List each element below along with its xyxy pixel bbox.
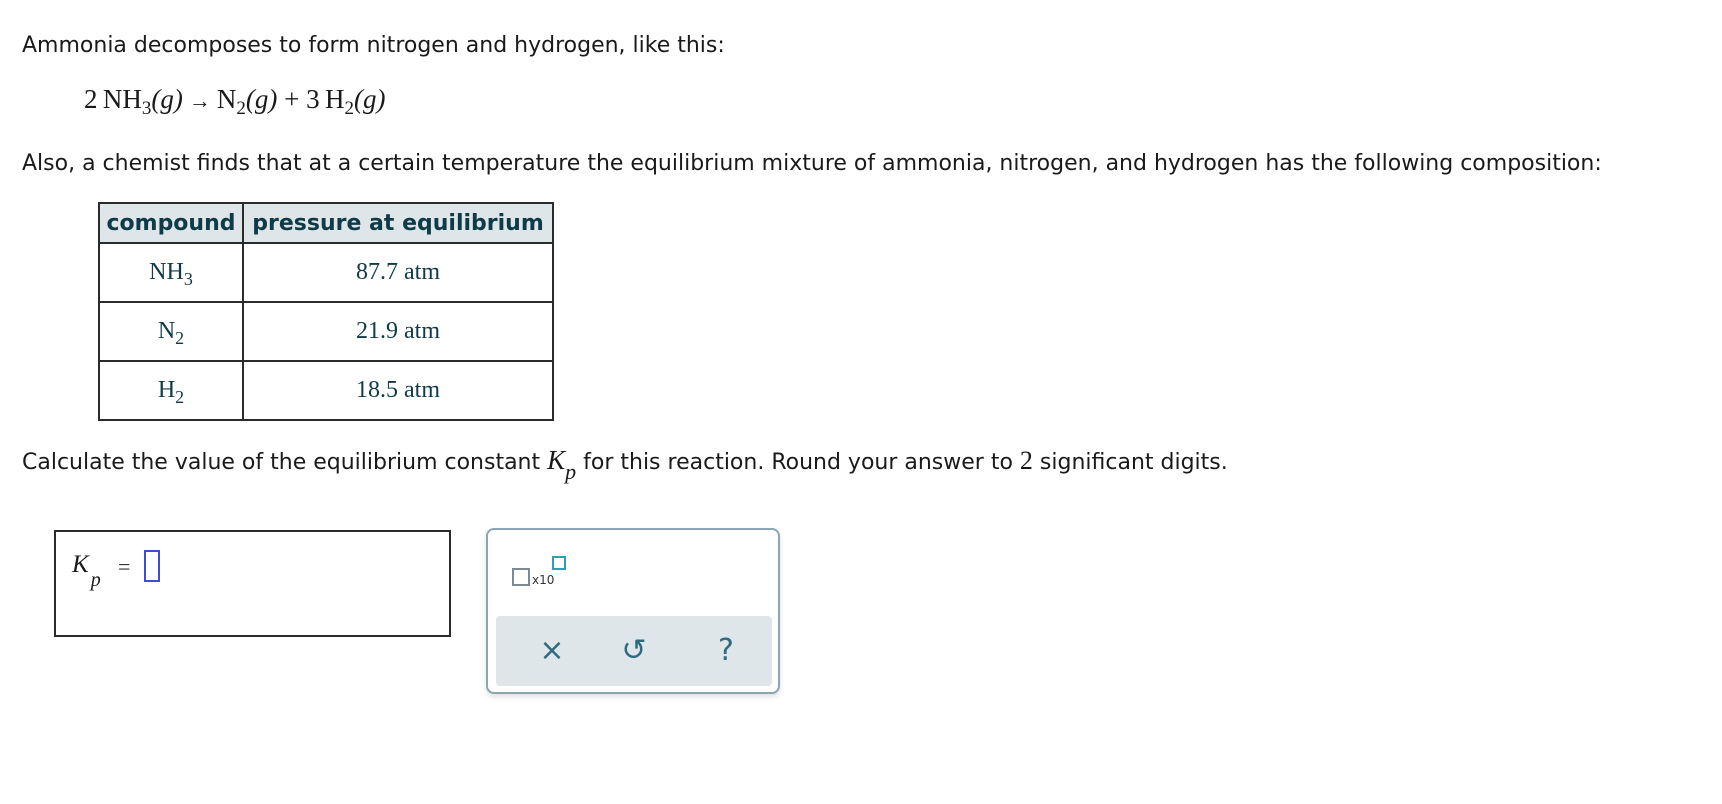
equals-sign: = (118, 554, 131, 579)
species-2-state: (g) (245, 84, 278, 114)
plus-sign: + (284, 84, 300, 114)
reaction-equation (84, 84, 386, 119)
help-button[interactable] (704, 630, 748, 672)
base-box-icon (512, 568, 530, 586)
compound-cell (99, 361, 243, 420)
species-2-sub: 2 (236, 98, 246, 119)
table-row (99, 302, 553, 361)
answer-k-letter: K (72, 551, 89, 578)
answer-kp-label (72, 551, 101, 591)
exponent-box-icon (552, 556, 566, 570)
compound-cell (99, 243, 243, 302)
compound-formula: H (157, 377, 176, 403)
question-part-1: Calculate the value of the equilibrium constant (22, 450, 548, 475)
header-pressure: pressure at equilibrium (243, 203, 553, 243)
species-1-state: (g) (151, 84, 183, 114)
compound-cell (99, 302, 243, 361)
k-subscript: p (565, 459, 577, 484)
question-part-3: significant digits. (1032, 450, 1228, 475)
clear-button[interactable] (530, 630, 574, 672)
compound-subscript: 3 (183, 269, 193, 289)
compound-formula: N (157, 318, 176, 344)
species-1-sub: 3 (141, 98, 152, 119)
k-letter: K (547, 445, 566, 475)
table-header-row (99, 203, 553, 243)
species-2: N (216, 84, 237, 114)
table-row (99, 243, 553, 302)
species-3-state: (g) (354, 84, 386, 114)
compound-formula: NH (149, 259, 184, 285)
species-3-sub: 2 (344, 98, 355, 119)
scientific-notation-button[interactable] (512, 556, 572, 596)
compound-subscript: 2 (175, 328, 185, 348)
question-part-2: for this reaction. Round your answer to (576, 450, 1020, 475)
species-1: NH (102, 84, 142, 114)
pressure-cell: 21.9 atm (243, 302, 553, 361)
answer-k-subscript: p (90, 569, 101, 591)
pressure-cell: 87.7 atm (243, 243, 553, 302)
undo-button[interactable] (612, 630, 656, 672)
pressure-cell: 18.5 atm (243, 361, 553, 420)
intro-text: Ammonia decomposes to form nitrogen and hydrogen, like this: (22, 33, 725, 58)
kp-symbol (547, 445, 577, 484)
coef-3: 3 (306, 84, 320, 114)
answer-input[interactable] (144, 550, 160, 582)
question-mark-icon: ? (718, 633, 734, 668)
undo-icon: ↺ (621, 633, 647, 668)
equilibrium-table (98, 202, 554, 421)
question-text (22, 445, 1228, 484)
species-3: H (325, 84, 345, 114)
sig-digits-number: 2 (1019, 446, 1033, 475)
table-row (99, 361, 553, 420)
math-tool-panel (486, 528, 780, 694)
x10-label: x10 (532, 573, 555, 587)
answer-box (54, 530, 451, 637)
header-compound: compound (99, 203, 243, 243)
compound-subscript: 2 (175, 387, 185, 407)
coef-1: 2 (84, 84, 98, 114)
action-bar (496, 616, 772, 686)
close-icon: × (539, 633, 565, 668)
reaction-arrow-icon: → (188, 88, 211, 113)
composition-text: Also, a chemist finds that at a certain temperature the equilibrium mixture of ammonia, nitrogen, and hydrogen has the following composition: (22, 151, 1602, 176)
